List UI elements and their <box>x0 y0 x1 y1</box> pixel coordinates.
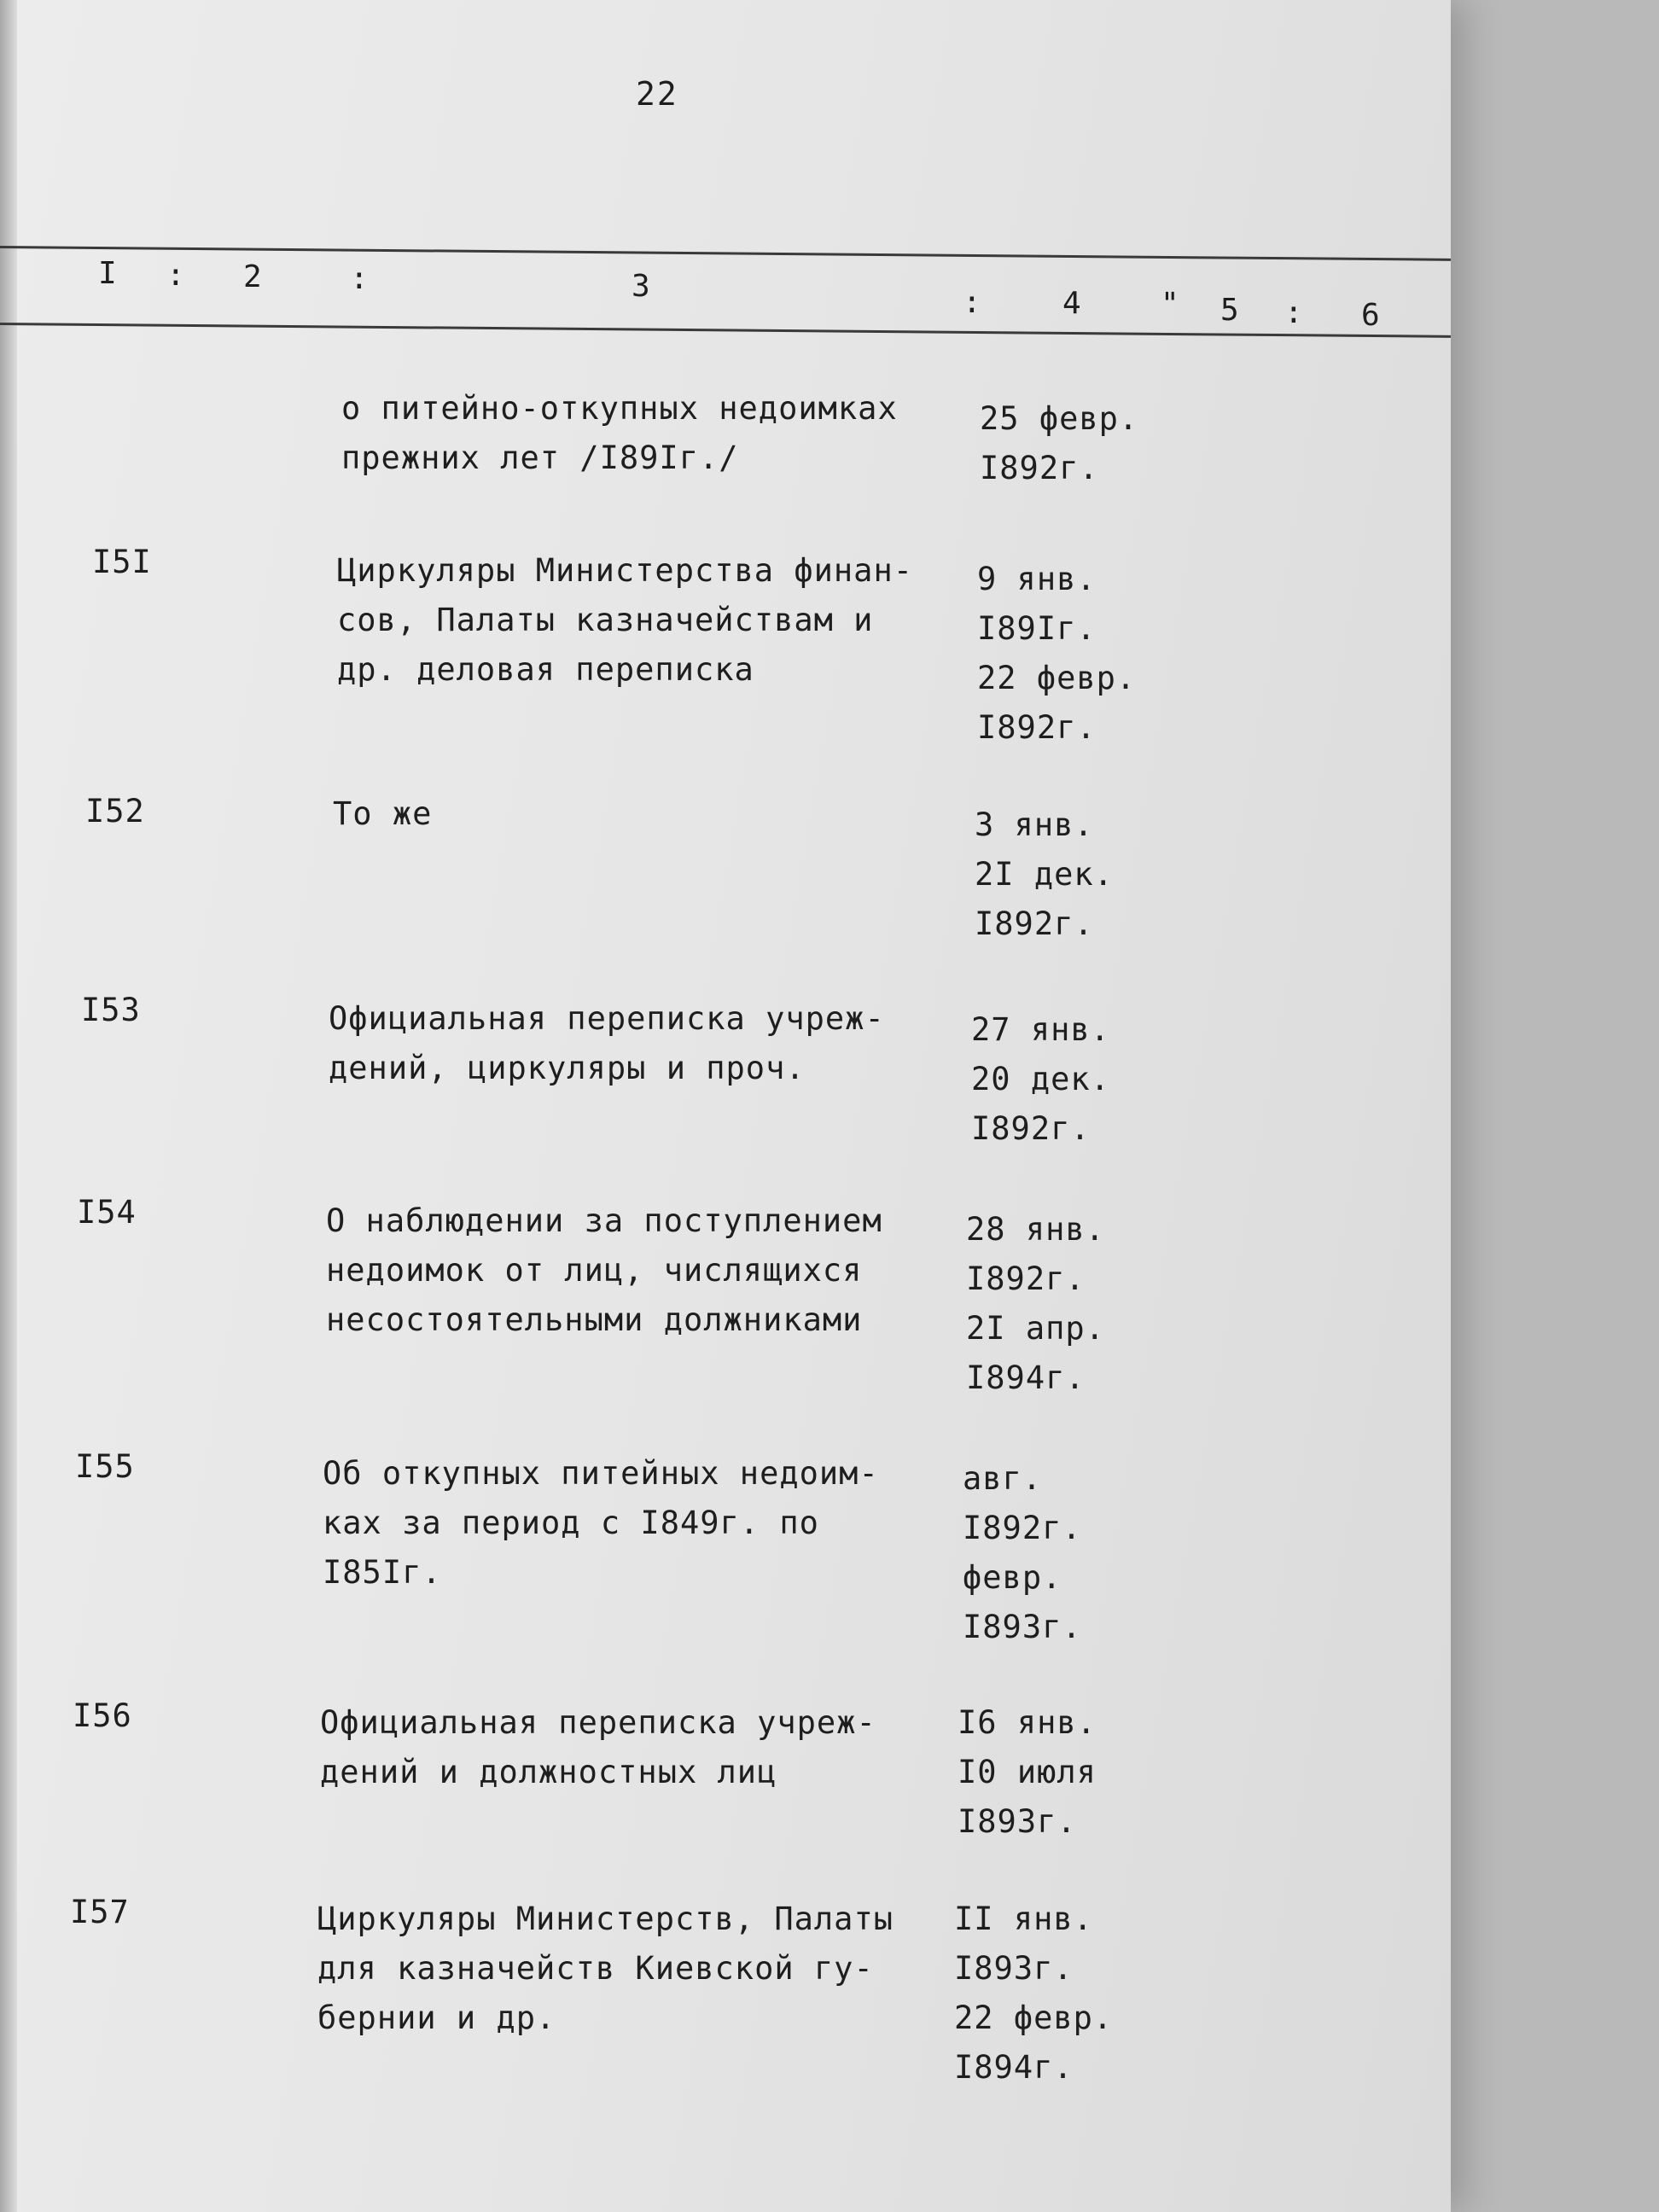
entry-dates <box>954 1895 1113 2093</box>
column-header-1: I <box>98 256 117 291</box>
date-line: I892г. <box>963 1510 1082 1546</box>
column-separator: " <box>1161 287 1179 322</box>
date-line: 22 февр. <box>977 660 1137 696</box>
column-header-2: 2 <box>243 259 262 294</box>
entry-description <box>317 1895 894 2043</box>
date-line: 2I дек. <box>975 856 1114 893</box>
entry-dates <box>958 1698 1097 1847</box>
date-line: 22 февр. <box>954 2000 1114 2036</box>
description-line: Официальная переписка учреж- <box>329 1000 885 1037</box>
date-line: I89Iг. <box>977 610 1097 647</box>
entry-dates <box>971 1005 1110 1154</box>
description-line: I85Iг. <box>323 1554 442 1591</box>
column-separator: : <box>1284 295 1303 330</box>
entry-dates <box>975 800 1114 949</box>
date-line: I892г. <box>977 709 1097 746</box>
description-line: несостоятельными должниками <box>326 1301 863 1338</box>
description-line: Об откупных питейных недоим- <box>323 1455 879 1492</box>
description-line: Циркуляры Министерств, Палаты <box>317 1901 894 1937</box>
date-line: 27 янв. <box>971 1011 1110 1048</box>
date-line: 9 янв. <box>977 561 1097 597</box>
date-line: I892г. <box>975 905 1094 942</box>
column-separator: : <box>350 261 369 296</box>
date-line: 2I апр. <box>966 1310 1105 1347</box>
description-line: недоимок от лиц, числящихся <box>326 1252 863 1289</box>
date-line: авг. <box>963 1460 1043 1497</box>
description-line: для казначейств Киевской гу- <box>317 1950 874 1987</box>
date-line: I892г. <box>980 450 1099 486</box>
description-line: о питейно-откупных недоимках <box>341 390 898 427</box>
description-line: сов, Палаты казначействам и <box>337 602 874 638</box>
date-line: I893г. <box>963 1609 1082 1645</box>
column-separator: : <box>963 285 981 320</box>
date-line: 28 янв. <box>966 1211 1105 1248</box>
date-line: I894г. <box>954 2049 1074 2086</box>
entry-number: I57 <box>70 1894 130 1930</box>
description-line: О наблюдении за поступлением <box>326 1202 882 1239</box>
description-line: ках за период с I849г. по <box>323 1505 819 1541</box>
date-line: I6 янв. <box>958 1704 1097 1741</box>
column-separator: : <box>166 258 185 293</box>
column-header-5: 5 <box>1220 293 1239 328</box>
column-header-4: 4 <box>1062 286 1081 321</box>
date-line: II янв. <box>954 1901 1093 1937</box>
entry-description <box>333 789 432 839</box>
entry-dates <box>980 394 1138 493</box>
date-line: 25 февр. <box>980 400 1139 437</box>
description-line: дений, циркуляры и проч. <box>329 1050 806 1086</box>
entry-dates <box>977 555 1136 753</box>
date-line: I892г. <box>966 1260 1086 1297</box>
entry-number: I53 <box>81 992 141 1028</box>
description-line: др. деловая переписка <box>337 651 754 688</box>
date-line: февр. <box>963 1559 1062 1596</box>
entry-number: I55 <box>75 1448 135 1485</box>
date-line: 20 дек. <box>971 1061 1110 1097</box>
entry-description <box>323 1449 879 1598</box>
description-line: бернии и др. <box>317 2000 556 2036</box>
entry-description <box>320 1698 876 1797</box>
entry-number: I5I <box>92 544 152 580</box>
entry-description <box>337 546 913 695</box>
sheet-left-edge <box>0 0 17 2212</box>
date-line: 3 янв. <box>975 806 1094 843</box>
date-line: I894г. <box>966 1359 1086 1396</box>
entry-dates <box>966 1205 1105 1403</box>
entry-number: I52 <box>85 793 145 830</box>
description-line: То же <box>333 795 433 832</box>
date-line: I893г. <box>958 1803 1077 1840</box>
column-header-3: 3 <box>632 269 650 304</box>
description-line: Циркуляры Министерства финан- <box>337 552 914 589</box>
entry-dates <box>963 1454 1082 1652</box>
page-number: 22 <box>636 75 678 113</box>
description-line: дений и должностных лиц <box>320 1754 777 1790</box>
date-line: I892г. <box>971 1110 1091 1147</box>
date-line: I0 июля <box>958 1754 1097 1790</box>
column-header-6: 6 <box>1361 298 1380 333</box>
description-line: прежних лет /I89Iг./ <box>341 439 739 476</box>
entry-description <box>329 994 885 1093</box>
entry-description <box>326 1196 882 1345</box>
entry-description <box>341 384 898 483</box>
entry-number: I56 <box>73 1697 132 1734</box>
entry-number: I54 <box>77 1194 137 1231</box>
description-line: Официальная переписка учреж- <box>320 1704 876 1741</box>
date-line: I893г. <box>954 1950 1074 1987</box>
